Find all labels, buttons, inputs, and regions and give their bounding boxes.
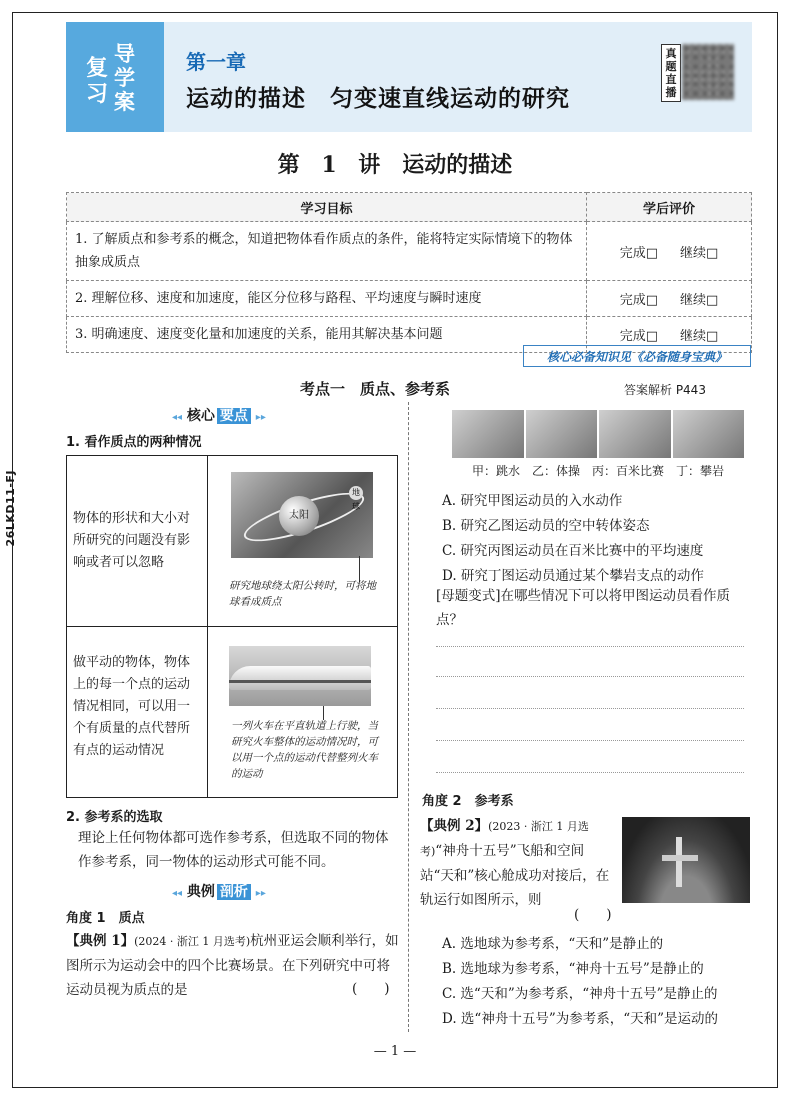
case-2-text: 做平动的物体，物体上的每一个点的运动情况相同，可以用一个有质量的点代替所有点的运动情况 — [73, 655, 191, 758]
photo-caption: 甲：跳水 乙：体操 丙：百米比赛 丁：攀岩 — [471, 464, 724, 478]
example-1-answer-paren[interactable]: ( ) — [352, 981, 390, 997]
example-2 — [420, 814, 616, 912]
sprint-photo — [599, 410, 671, 458]
option-d[interactable]: D. 研究丁图运动员通过某个攀岩支点的动作 — [442, 568, 704, 584]
side-code: 26LKD11-FJ — [4, 470, 17, 547]
core-points-heading: ◂◂ 核心 要点 ▸▸ — [172, 408, 266, 424]
continue-checkbox[interactable]: 继续□ — [680, 245, 719, 261]
case-1-text: 物体的形状和大小对所研究的问题没有影响或者可以忽略 — [73, 511, 191, 570]
left-arrow-icon: ◂◂ — [172, 412, 183, 423]
example-2-tag: 【典例 2】 — [420, 818, 489, 834]
point-1-heading: 1. 看作质点的两种情况 — [66, 435, 202, 450]
variant-question — [436, 584, 750, 632]
goal-text: 2. 理解位移、速度和加速度，能区分位移与路程、平均速度与瞬时速度 — [67, 281, 587, 317]
right-arrow-icon: ▸▸ — [255, 412, 266, 423]
example-1-text: 杭州亚运会顺利举行，如图所示为运动会中的四个比赛场景。在下列研究中可将运动员视为质点的是 — [66, 933, 399, 998]
done-checkbox[interactable]: 完成□ — [619, 329, 658, 344]
angle-1-heading: 角度 1 质点 — [66, 911, 145, 926]
example-2-source: (2023 · 浙江 1 月选考) — [420, 820, 589, 858]
table-row — [67, 281, 752, 317]
particle-cases-table — [66, 455, 398, 798]
section-title: 考点一 质点、参考系 — [300, 380, 451, 398]
goal-text: 1. 了解质点和参考系的概念，知道把物体看作质点的条件，能将特定实际情境下的物体抽象成质点 — [67, 222, 587, 281]
example-1-source: (2024 · 浙江 1 月选考) — [134, 935, 251, 948]
badge-left-text: 复习 — [86, 56, 109, 107]
chapter-title: 运动的描述 匀变速直线运动的研究 — [186, 86, 570, 112]
gymnastics-photo — [526, 410, 598, 458]
right-arrow-icon: ▸▸ — [255, 888, 266, 899]
answer-line[interactable] — [436, 740, 744, 741]
option-a[interactable]: A. 研究甲图运动员的入水动作 — [442, 493, 623, 509]
answer-line[interactable] — [436, 676, 744, 677]
done-checkbox[interactable]: 完成□ — [619, 293, 658, 308]
chapter-label: 第一章 — [186, 50, 246, 74]
badge-right-text: 导学案 — [114, 42, 135, 114]
page-number: — 1 — — [373, 1044, 417, 1059]
done-checkbox[interactable]: 完成□ — [619, 245, 658, 261]
left-arrow-icon: ◂◂ — [172, 888, 183, 899]
answer-line[interactable] — [436, 772, 744, 773]
caption-earth: 研究地球绕太阳公转时，可将地球看成质点 — [229, 580, 376, 608]
goal-text: 3. 明确速度、速度变化量和加速度的关系，能用其解决基本问题 — [67, 317, 587, 353]
option-a[interactable]: A. 选地球为参考系，“天和”是静止的 — [442, 936, 664, 952]
option-c[interactable]: C. 研究丙图运动员在百米比赛中的平均速度 — [442, 543, 704, 559]
example-1 — [66, 929, 400, 1002]
caption-train: 一列火车在平直轨道上行驶，当研究火车整体的运动情况时，可以用一个点的运动代替整列火车的运动 — [231, 720, 378, 780]
qr-code-icon[interactable] — [682, 44, 734, 100]
option-c[interactable]: C. 选“天和”为参考系，“神舟十五号”是静止的 — [442, 986, 718, 1002]
sun-earth-image — [231, 472, 373, 558]
diving-photo — [452, 410, 524, 458]
answer-line[interactable] — [436, 708, 744, 709]
learning-goals-table — [66, 192, 752, 353]
variant-tag: [母题变式] — [436, 588, 501, 604]
train-image — [229, 646, 371, 706]
angle-2-heading: 角度 2 参考系 — [422, 794, 514, 809]
example-heading: ◂◂ 典例 剖析 ▸▸ — [172, 884, 266, 900]
point-2-heading: 2. 参考系的选取 — [66, 810, 163, 825]
example-2-text: “神舟十五号”飞船和空间站“天和”核心舱成功对接后，在轨运行如图所示，则 — [420, 843, 610, 908]
continue-checkbox[interactable]: 继续□ — [680, 329, 719, 344]
answer-line[interactable] — [436, 646, 744, 647]
option-b[interactable]: B. 研究乙图运动员的空中转体姿态 — [442, 518, 650, 534]
sun-label: 太阳 — [279, 496, 319, 536]
point-2-text: 理论上任何物体都可选作参考系，但选取不同的物体作参考系，同一物体的运动形式可能不同。 — [78, 830, 389, 870]
answer-reference[interactable]: 答案解析 P443 — [624, 383, 706, 397]
table-row — [67, 222, 752, 281]
review-badge — [66, 22, 164, 132]
climbing-photo — [673, 410, 745, 458]
option-b[interactable]: B. 选地球为参考系，“神舟十五号”是静止的 — [442, 961, 704, 977]
earth-label: 地球 — [349, 486, 363, 500]
competition-photos — [452, 410, 744, 458]
variant-text: 在哪些情况下可以将甲图运动员看作质点？ — [436, 588, 731, 628]
continue-checkbox[interactable]: 继续□ — [680, 293, 719, 308]
example-2-answer-paren[interactable]: ( ) — [574, 907, 612, 923]
option-d[interactable]: D. 选“神舟十五号”为参考系，“天和”是运动的 — [442, 1011, 719, 1027]
goals-header-evaluation: 学后评价 — [587, 193, 752, 222]
column-divider — [408, 402, 409, 1032]
qr-label: 真题直播 — [661, 44, 681, 102]
chapter-header — [66, 22, 752, 132]
space-station-image — [622, 817, 750, 903]
goals-header-objective: 学习目标 — [67, 193, 587, 222]
example-1-tag: 【典例 1】 — [66, 933, 135, 949]
lesson-title: 第 1 讲 运动的描述 — [277, 152, 513, 178]
reference-note[interactable]: 核心必备知识见《必备随身宝典》 — [523, 345, 751, 367]
